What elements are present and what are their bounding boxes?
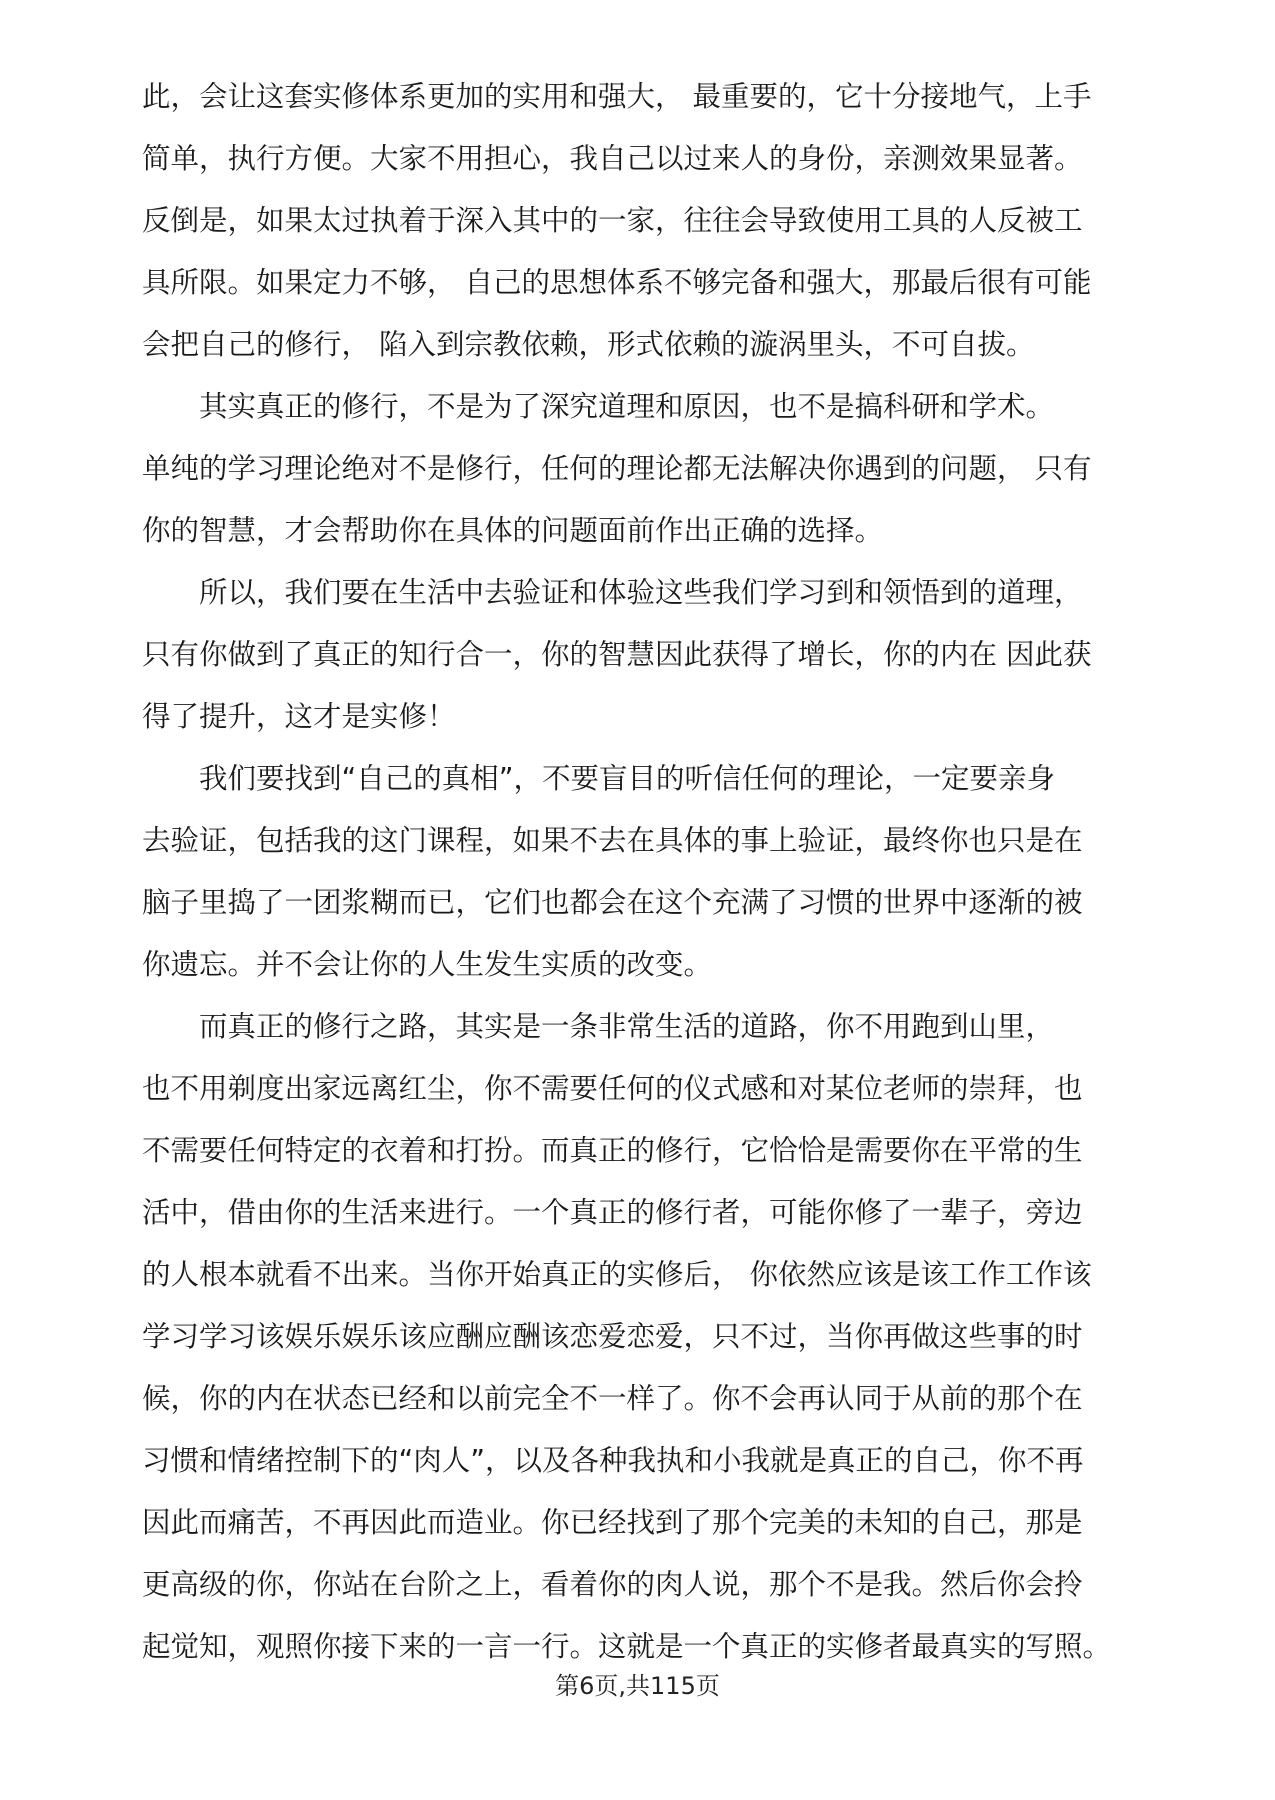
text-line: 起觉知，观照你接下来的一言一行。这就是一个真正的实修者最真实的写照。	[142, 1630, 1112, 1663]
text-line: 我们要找到“自己的真相”，不要盲目的听信任何的理论，一定要亲身	[142, 762, 1056, 795]
text-line: 活中，借由你的生活来进行。一个真正的修行者，可能你修了一辈子，旁边	[142, 1196, 1083, 1229]
text-line: 简单，执行方便。大家不用担心，我自己以过来人的身份，亲测效果显著。	[142, 142, 1083, 175]
text-line: 的人根本就看不出来。当你开始真正的实修后， 你依然应该是该工作工作该	[142, 1258, 1092, 1291]
text-line: 所以，我们要在生活中去验证和体验这些我们学习到和领悟到的道理，	[142, 576, 1083, 609]
text-line: 习惯和情绪控制下的“肉人”，以及各种我执和小我就是真正的自己，你不再	[142, 1444, 1084, 1477]
text-line: 学习学习该娱乐娱乐该应酬应酬该恋爱恋爱，只不过，当你再做这些事的时	[142, 1320, 1083, 1353]
text-line: 因此而痛苦，不再因此而造业。你已经找到了那个完美的未知的自己，那是	[142, 1506, 1083, 1539]
text-line: 得了提升，这才是实修！	[142, 700, 456, 733]
text-line: 也不用剃度出家远离红尘，你不需要任何的仪式感和对某位老师的崇拜，也	[142, 1072, 1083, 1105]
text-line: 你遗忘。并不会让你的人生发生实质的改变。	[142, 948, 713, 981]
text-line: 脑子里捣了一团浆糊而已，它们也都会在这个充满了习惯的世界中逐渐的被	[142, 886, 1083, 919]
text-line: 此，会让这套实修体系更加的实用和强大， 最重要的，它十分接地气，上手	[142, 80, 1092, 113]
text-line: 其实真正的修行，不是为了深究道理和原因，也不是搞科研和学术。	[142, 390, 1055, 423]
text-line: 而真正的修行之路，其实是一条非常生活的道路，你不用跑到山里，	[142, 1010, 1055, 1043]
text-line: 只有你做到了真正的知行合一，你的智慧因此获得了增长，你的内在 因此获	[142, 638, 1092, 671]
body-text	[142, 66, 1152, 1678]
text-line: 反倒是，如果太过执着于深入其中的一家，往往会导致使用工具的人反被工	[142, 204, 1083, 237]
text-line: 你的智慧，才会帮助你在具体的问题面前作出正确的选择。	[142, 514, 884, 547]
text-line: 去验证，包括我的这门课程，如果不去在具体的事上验证，最终你也只是在	[142, 824, 1083, 857]
text-line: 候，你的内在状态已经和以前完全不一样了。你不会再认同于从前的那个在	[142, 1382, 1083, 1415]
text-line: 具所限。如果定力不够， 自己的思想体系不够完备和强大，那最后很有可能	[142, 266, 1092, 299]
text-line: 单纯的学习理论绝对不是修行，任何的理论都无法解决你遇到的问题， 只有	[142, 452, 1092, 485]
text-line: 会把自己的修行， 陷入到宗教依赖，形式依赖的漩涡里头，不可自拔。	[142, 328, 1035, 361]
page-number: 第6页,共115页	[555, 1672, 720, 1700]
text-line: 不需要任何特定的衣着和打扮。而真正的修行，它恰恰是需要你在平常的生	[142, 1134, 1083, 1167]
text-line: 更高级的你，你站在台阶之上，看着你的肉人说，那个不是我。然后你会拎	[142, 1568, 1083, 1601]
